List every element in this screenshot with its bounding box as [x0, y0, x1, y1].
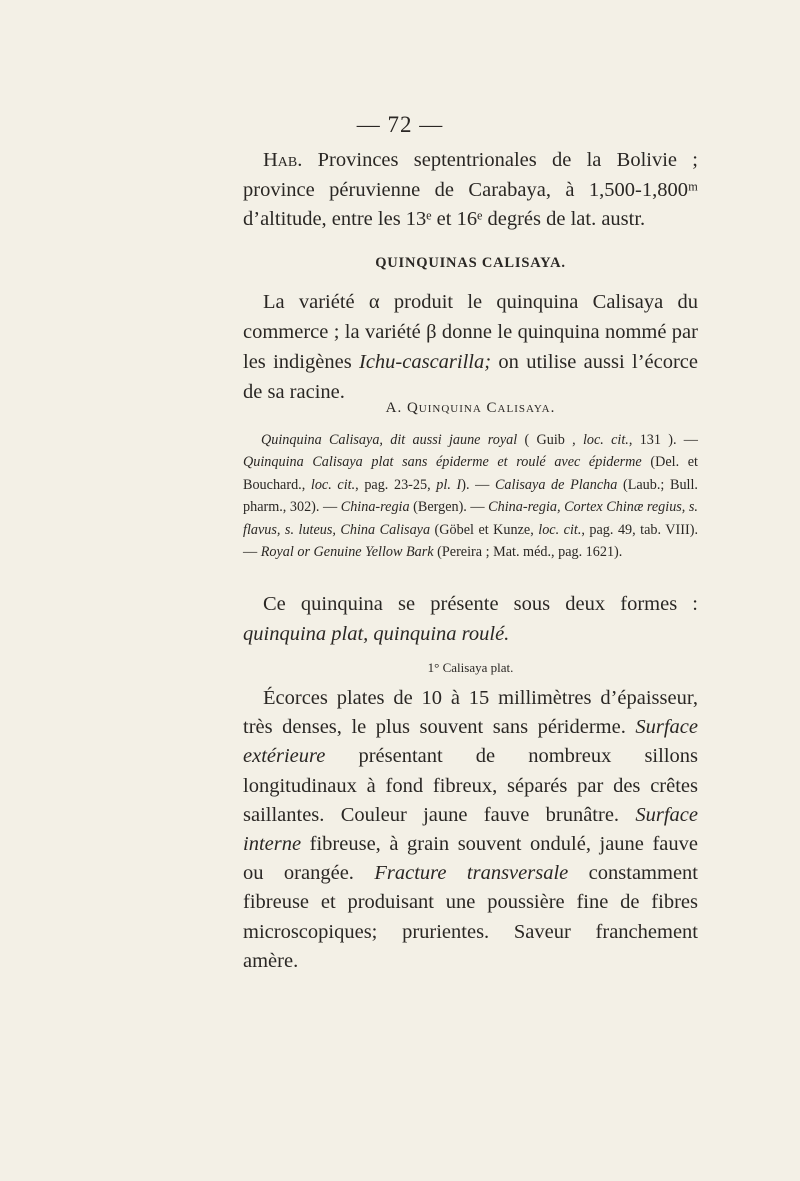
ref-part: China-regia, Cortex Chinæ regius, s. flavus, s. luteus, China Calisaya [243, 499, 698, 538]
ref-part: Calisaya de Plancha [494, 476, 618, 493]
ref-part: loc. cit. [582, 432, 629, 448]
desc-italic: Fracture transversale [374, 862, 569, 885]
ref-part: ). — [461, 476, 495, 493]
heading-a-quinquina-calisaya: A. Quinquina Calisaya. [385, 400, 556, 416]
forms-paragraph [243, 590, 698, 649]
desc-text: fibreuse, à grain souvent ondulé, jaune fauve ou orangée. [243, 833, 698, 885]
habitat-paragraph [243, 146, 698, 235]
ref-part: pl. I [436, 476, 462, 493]
variety-italic: Ichu-cascarilla; [359, 351, 492, 373]
desc-italic: Surface extérieure [243, 716, 698, 768]
heading-calisaya-plat: 1° Calisaya plat. [427, 660, 514, 675]
desc-text: présentant de nombreux sillons longitudinaux à fond fibreux, séparés par des crêtes saillantes. Couleur jaune fauve brunâtre. [243, 745, 698, 826]
ref-part: loc. cit. [538, 521, 582, 538]
ref-part: Quinquina Calisaya plat sans épiderme et roulé avec épiderme [243, 454, 642, 471]
variety-text-1: La variété α produit le quinquina Calisaya du commerce ; la variété β donne le quinquina nommé par les indigènes [243, 291, 698, 373]
desc-text: Écorces plates de 10 à 15 millimètres d’épaisseur, très denses, le plus souvent sans périderme. [243, 687, 698, 739]
hab-text: Provinces septentrionales de la Bolivie ; province péruvienne de Carabaya, à 1,500-1,800ᵐ d’altitude, entre les 13ᵉ et 16ᵉ degrés de lat. austr. [243, 149, 698, 230]
page-number: — 72 — [356, 112, 444, 137]
variety-paragraph [243, 287, 698, 407]
ref-part: (Göbel et Kunze, [430, 521, 539, 538]
variety-text-2: on utilise aussi l’écorce de sa racine. [243, 351, 698, 403]
heading-quinquinas-calisaya: QUINQUINAS CALISAYA. [375, 255, 566, 271]
ref-part: (Laub.; Bull. pharm., 302). — [243, 476, 698, 516]
forms-italic: quinquina plat, quinquina roulé. [243, 622, 510, 645]
ref-part: loc. cit. [310, 476, 356, 493]
hab-label: Hab. [263, 149, 303, 171]
ref-part: , 131 ). — [628, 432, 698, 448]
desc-text: constamment fibreuse et produisant une poussière fine de fibres microscopiques; prurientes. Saveur franchement amère. [243, 862, 698, 972]
ref-part: , pag. 23-25, [355, 476, 437, 493]
ref-part: (Pereira ; Mat. méd., pag. 1621). [433, 544, 623, 561]
ref-part: (Del. et Bouchard., [243, 454, 698, 493]
ref-part: ( Guib , [517, 432, 583, 448]
synonyms-references [243, 429, 698, 563]
desc-italic: Surface interne [243, 803, 698, 856]
ref-part: , pag. 49, tab. VIII). — [243, 521, 698, 561]
ref-part: (Bergen). — [409, 499, 489, 516]
ref-part: Royal or Genuine Yellow Bark [260, 544, 434, 561]
ref-part: Quinquina Calisaya, dit aussi jaune royal [261, 432, 518, 448]
ref-part: China-regia [340, 499, 410, 516]
forms-text: Ce quinquina se présente sous deux formes : [263, 593, 698, 615]
description-paragraph [243, 684, 698, 976]
